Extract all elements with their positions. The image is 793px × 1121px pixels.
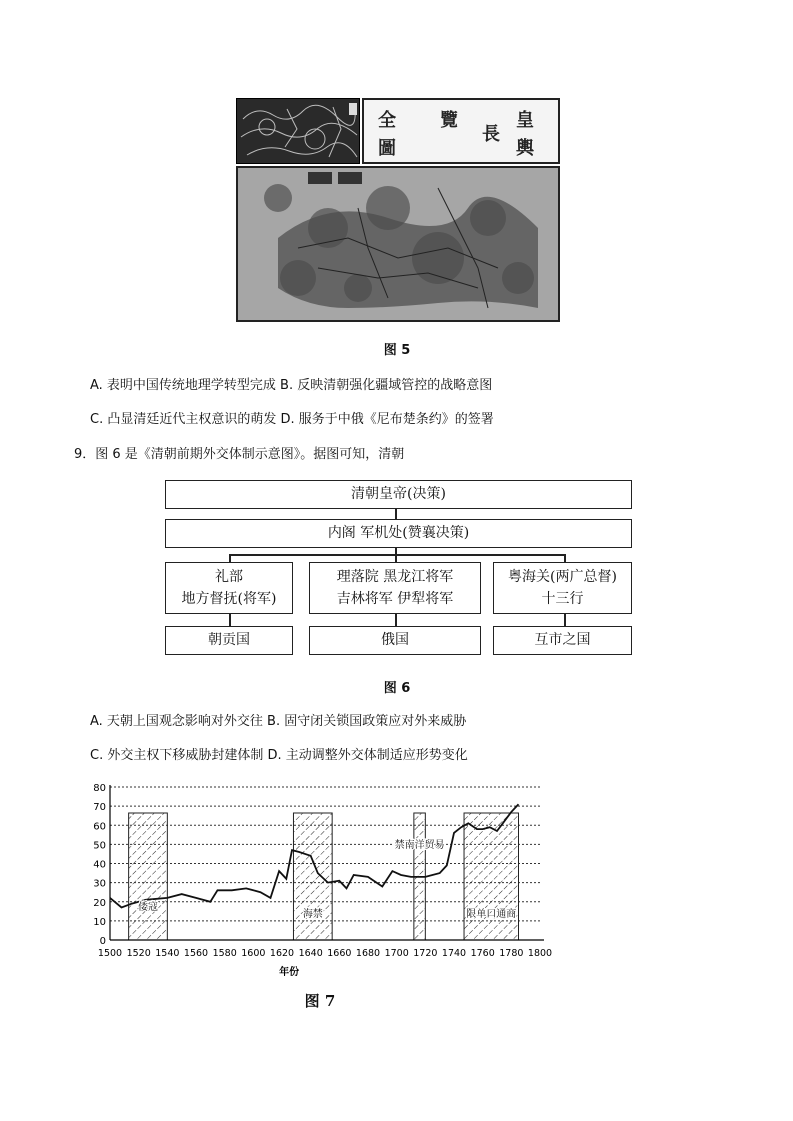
branch-line: 吉林将军 伊犁将军 <box>336 591 454 607</box>
target-box-russia: 俄国 <box>309 626 481 655</box>
x-tick-label: 1740 <box>441 948 467 959</box>
branch-line: 粤海关(两广总督) <box>508 569 617 585</box>
x-tick-label: 1680 <box>355 948 381 959</box>
x-tick-label: 1760 <box>470 948 495 959</box>
branch-line: 地方督抚(将军) <box>181 591 277 607</box>
period-label: 限单口通商 <box>466 909 517 921</box>
map-decoration <box>236 98 360 164</box>
connector-line <box>229 614 231 626</box>
map-title <box>362 98 560 164</box>
x-tick-label: 1660 <box>327 948 352 959</box>
y-tick-label: 80 <box>93 783 106 794</box>
figure-7-chart <box>90 778 570 988</box>
title-char: 覽 <box>440 110 458 131</box>
x-tick-label: 1600 <box>241 948 266 959</box>
x-tick-label: 1500 <box>97 948 123 959</box>
figure-6-caption: 图 6 <box>383 681 411 696</box>
x-tick-label: 1560 <box>183 948 209 959</box>
y-tick-label: 50 <box>93 840 106 852</box>
title-char: 皇 <box>516 110 534 131</box>
branch-line: 理落院 黑龙江将军 <box>336 569 454 585</box>
x-tick-label: 1620 <box>269 948 295 959</box>
target-box-trade: 互市之国 <box>493 626 632 655</box>
branch-box-lifanyuan <box>309 562 481 614</box>
connector-line <box>395 509 397 519</box>
q9-stem: 9．图 6 是《清朝前期外交体制示意图》。据图可知，清朝 <box>74 447 405 462</box>
map-title-banner <box>236 98 560 164</box>
title-char: 輿 <box>516 138 534 159</box>
map-image <box>236 166 560 322</box>
x-tick-label: 1640 <box>298 948 323 959</box>
x-axis-label: 年份 <box>279 967 300 978</box>
x-tick-label: 1780 <box>499 948 524 959</box>
title-char: 圖 <box>378 138 396 159</box>
connector-line <box>229 554 565 556</box>
y-tick-label: 10 <box>93 916 106 928</box>
y-tick-label: 40 <box>93 859 106 871</box>
y-tick-label: 20 <box>93 897 106 909</box>
branch-box-customs <box>493 562 632 614</box>
connector-line <box>229 554 231 562</box>
x-tick-label: 1540 <box>155 948 180 959</box>
figure-5-image <box>236 98 560 322</box>
period-label: 禁南洋贸易 <box>394 840 445 852</box>
x-tick-label: 1700 <box>384 948 409 959</box>
branch-box-rites <box>165 562 293 614</box>
figure-5-caption: 图 5 <box>383 343 411 358</box>
q8-options-ab: A. 表明中国传统地理学转型完成 B. 反映清朝强化疆域管控的战略意图 <box>90 378 493 393</box>
emperor-box: 清朝皇帝(决策) <box>165 480 632 509</box>
x-tick-label: 1800 <box>527 948 553 959</box>
q9-options-cd: C. 外交主权下移威胁封建体制 D. 主动调整外交体制适应形势变化 <box>90 748 468 763</box>
y-tick-label: 70 <box>93 802 106 814</box>
y-tick-label: 0 <box>99 936 106 947</box>
target-box-tributary: 朝贡国 <box>165 626 293 655</box>
shaded-period <box>464 813 518 940</box>
figure-7-caption: 图 7 <box>304 992 336 1010</box>
connector-line <box>395 614 397 626</box>
x-tick-label: 1520 <box>126 948 151 959</box>
y-tick-label: 30 <box>93 878 106 890</box>
x-tick-label: 1720 <box>413 948 438 959</box>
connector-line <box>564 614 566 626</box>
connector-line <box>395 554 397 562</box>
connector-line <box>564 554 566 562</box>
shaded-period <box>293 813 332 940</box>
council-box: 内阁 军机处(赞襄决策) <box>165 519 632 548</box>
branch-line: 十三行 <box>541 591 584 607</box>
shaded-period <box>129 813 168 940</box>
q8-options-cd: C. 凸显清廷近代主权意识的萌发 D. 服务于中俄《尼布楚条约》的签署 <box>90 412 494 427</box>
period-label: 倭寇 <box>137 901 158 913</box>
title-char: 全 <box>378 110 396 131</box>
y-tick-label: 60 <box>93 821 106 833</box>
period-label: 海禁 <box>302 909 323 921</box>
x-tick-label: 1580 <box>212 948 237 959</box>
q9-options-ab: A. 天朝上国观念影响对外交往 B. 固守闭关锁国政策应对外来威胁 <box>90 714 467 729</box>
title-char: 長 <box>482 124 500 145</box>
branch-line: 礼部 <box>215 569 243 585</box>
